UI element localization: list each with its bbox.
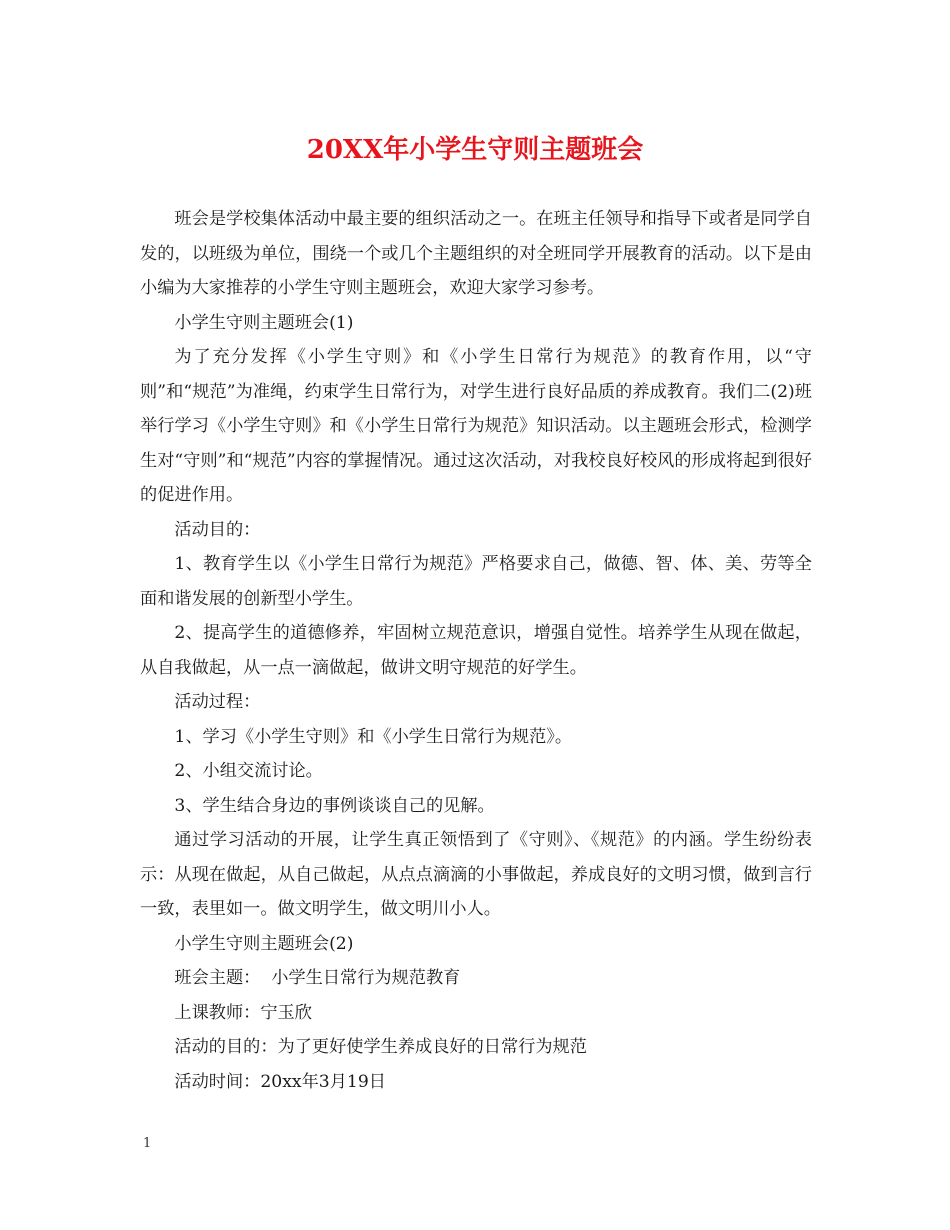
meeting-teacher: 上课教师：宁玉欣 (174, 1002, 312, 1023)
subheading-process: 活动过程： (174, 692, 261, 712)
process-item-3: 3、学生结合身边的事例谈谈自己的见解。 (174, 795, 495, 816)
goal-item-2: 2、提高学生的道德修养，牢固树立规范意识，增强自觉性。培养学生从现在做起，从自我做起，从一点一滴做起，做讲文明守规范的好学生。 (140, 623, 812, 678)
process-item-1: 1、学习《小学生守则》和《小学生日常行为规范》。 (174, 726, 573, 747)
meeting-time: 活动时间：20xx年3月19日 (174, 1071, 386, 1092)
document-body (140, 202, 812, 1099)
paragraph-summary: 通过学习活动的开展，让学生真正领悟到了《守则》、《规范》的内涵。学生纷纷表示：从现在做起，从自己做起，从点点滴滴的小事做起，养成良好的文明习惯，做到言行一致，表里如一。做文明学生，做文明川小人。 (140, 830, 812, 919)
section-heading-1: 小学生守则主题班会(1) (174, 312, 354, 333)
meeting-purpose: 活动的目的：为了更好使学生养成良好的日常行为规范 (174, 1037, 587, 1057)
subheading-goals: 活动目的： (174, 519, 261, 540)
paragraph-purpose: 为了充分发挥《小学生守则》和《小学生日常行为规范》的教育作用，以“守则”和“规范”为准绳，约束学生日常行为，对学生进行良好品质的养成教育。我们二(2)班举行学习《小学生守则》和《小学生日常行为规范》知识活动。以主题班会形式，检测学生对“守则”和“规范”内容的掌握情况。通过这次活动，对我校良好校风的形成将起到很好的促进作用。 (140, 347, 812, 505)
meeting-theme: 班会主题： 小学生日常行为规范教育 (174, 968, 461, 988)
goal-item-1: 1、教育学生以《小学生日常行为规范》严格要求自己，做德、智、体、美、劳等全面和谐发展的创新型小学生。 (140, 554, 812, 609)
page-number: 1 (143, 1136, 152, 1151)
section-heading-2: 小学生守则主题班会(2) (174, 933, 354, 954)
document-title: 20XX年小学生守则主题班会 (306, 135, 644, 165)
process-item-2: 2、小组交流讨论。 (174, 761, 323, 781)
paragraph-intro: 班会是学校集体活动中最主要的组织活动之一。在班主任领导和指导下或者是同学自发的，以班级为单位，围绕一个或几个主题组织的对全班同学开展教育的活动。以下是由小编为大家推荐的小学生守则主题班会，欢迎大家学习参考。 (140, 209, 812, 298)
